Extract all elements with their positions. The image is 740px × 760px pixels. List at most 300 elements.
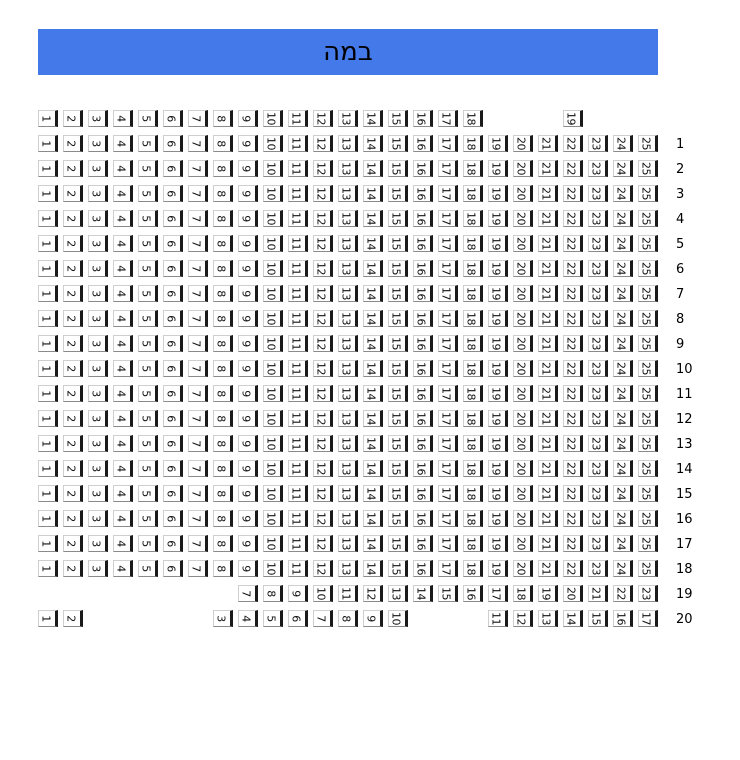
seat[interactable]: [463, 560, 483, 577]
seat[interactable]: [63, 410, 83, 427]
seat[interactable]: [363, 535, 383, 552]
seat[interactable]: [113, 185, 133, 202]
seat[interactable]: [388, 210, 408, 227]
seat[interactable]: [88, 360, 108, 377]
seat[interactable]: [38, 385, 58, 402]
seat[interactable]: [363, 460, 383, 477]
seat[interactable]: [38, 410, 58, 427]
seat[interactable]: [238, 510, 258, 527]
seat[interactable]: [238, 360, 258, 377]
seat[interactable]: [363, 160, 383, 177]
seat[interactable]: [588, 135, 608, 152]
seat[interactable]: [438, 285, 458, 302]
seat[interactable]: [263, 385, 283, 402]
seat[interactable]: [163, 485, 183, 502]
seat[interactable]: [363, 210, 383, 227]
seat[interactable]: [413, 360, 433, 377]
seat[interactable]: [613, 235, 633, 252]
seat[interactable]: [538, 410, 558, 427]
seat[interactable]: [138, 360, 158, 377]
seat[interactable]: [38, 285, 58, 302]
seat[interactable]: [638, 285, 658, 302]
seat[interactable]: [213, 460, 233, 477]
seat[interactable]: [588, 160, 608, 177]
seat[interactable]: [88, 385, 108, 402]
seat[interactable]: [338, 535, 358, 552]
seat[interactable]: [338, 135, 358, 152]
seat[interactable]: [363, 385, 383, 402]
seat[interactable]: [88, 210, 108, 227]
seat[interactable]: [238, 210, 258, 227]
seat[interactable]: [588, 585, 608, 602]
seat[interactable]: [88, 485, 108, 502]
seat[interactable]: [113, 335, 133, 352]
seat[interactable]: [438, 310, 458, 327]
seat[interactable]: [513, 385, 533, 402]
seat[interactable]: [88, 110, 108, 127]
seat[interactable]: [538, 160, 558, 177]
seat[interactable]: [388, 510, 408, 527]
seat[interactable]: [538, 285, 558, 302]
seat[interactable]: [563, 535, 583, 552]
seat[interactable]: [588, 360, 608, 377]
seat[interactable]: [513, 285, 533, 302]
seat[interactable]: [38, 260, 58, 277]
seat[interactable]: [588, 560, 608, 577]
seat[interactable]: [288, 435, 308, 452]
seat[interactable]: [213, 510, 233, 527]
seat[interactable]: [188, 235, 208, 252]
seat[interactable]: [513, 460, 533, 477]
seat[interactable]: [88, 135, 108, 152]
seat[interactable]: [113, 385, 133, 402]
seat[interactable]: [188, 310, 208, 327]
seat[interactable]: [188, 335, 208, 352]
seat[interactable]: [513, 335, 533, 352]
seat[interactable]: [613, 460, 633, 477]
seat[interactable]: [238, 610, 258, 627]
seat[interactable]: [613, 135, 633, 152]
seat[interactable]: [188, 460, 208, 477]
seat[interactable]: [338, 610, 358, 627]
seat[interactable]: [138, 560, 158, 577]
seat[interactable]: [338, 485, 358, 502]
seat[interactable]: [413, 160, 433, 177]
seat[interactable]: [513, 610, 533, 627]
seat[interactable]: [38, 360, 58, 377]
seat[interactable]: [138, 160, 158, 177]
seat[interactable]: [413, 510, 433, 527]
seat[interactable]: [438, 585, 458, 602]
seat[interactable]: [238, 310, 258, 327]
seat[interactable]: [338, 260, 358, 277]
seat[interactable]: [63, 185, 83, 202]
seat[interactable]: [263, 535, 283, 552]
seat[interactable]: [638, 535, 658, 552]
seat[interactable]: [613, 360, 633, 377]
seat[interactable]: [563, 210, 583, 227]
seat[interactable]: [38, 210, 58, 227]
seat[interactable]: [63, 560, 83, 577]
seat[interactable]: [363, 235, 383, 252]
seat[interactable]: [488, 585, 508, 602]
seat[interactable]: [138, 435, 158, 452]
seat[interactable]: [313, 535, 333, 552]
seat[interactable]: [388, 610, 408, 627]
seat[interactable]: [513, 510, 533, 527]
seat[interactable]: [563, 235, 583, 252]
seat[interactable]: [213, 360, 233, 377]
seat[interactable]: [463, 460, 483, 477]
seat[interactable]: [563, 360, 583, 377]
seat[interactable]: [288, 210, 308, 227]
seat[interactable]: [63, 160, 83, 177]
seat[interactable]: [338, 110, 358, 127]
seat[interactable]: [163, 235, 183, 252]
seat[interactable]: [313, 335, 333, 352]
seat[interactable]: [538, 535, 558, 552]
seat[interactable]: [188, 535, 208, 552]
seat[interactable]: [488, 385, 508, 402]
seat[interactable]: [188, 110, 208, 127]
seat[interactable]: [88, 160, 108, 177]
seat[interactable]: [238, 235, 258, 252]
seat[interactable]: [138, 385, 158, 402]
seat[interactable]: [363, 110, 383, 127]
seat[interactable]: [213, 485, 233, 502]
seat[interactable]: [363, 335, 383, 352]
seat[interactable]: [588, 235, 608, 252]
seat[interactable]: [263, 135, 283, 152]
seat[interactable]: [138, 510, 158, 527]
seat[interactable]: [113, 510, 133, 527]
seat[interactable]: [288, 560, 308, 577]
seat[interactable]: [363, 410, 383, 427]
seat[interactable]: [188, 410, 208, 427]
seat[interactable]: [438, 360, 458, 377]
seat[interactable]: [438, 510, 458, 527]
seat[interactable]: [463, 310, 483, 327]
seat[interactable]: [188, 135, 208, 152]
seat[interactable]: [113, 110, 133, 127]
seat[interactable]: [613, 435, 633, 452]
seat[interactable]: [263, 410, 283, 427]
seat[interactable]: [138, 210, 158, 227]
seat[interactable]: [38, 310, 58, 327]
seat[interactable]: [238, 185, 258, 202]
seat[interactable]: [613, 335, 633, 352]
seat[interactable]: [63, 310, 83, 327]
seat[interactable]: [363, 285, 383, 302]
seat[interactable]: [213, 260, 233, 277]
seat[interactable]: [538, 210, 558, 227]
seat[interactable]: [388, 435, 408, 452]
seat[interactable]: [263, 310, 283, 327]
seat[interactable]: [163, 385, 183, 402]
seat[interactable]: [63, 110, 83, 127]
seat[interactable]: [488, 435, 508, 452]
seat[interactable]: [463, 435, 483, 452]
seat[interactable]: [263, 210, 283, 227]
seat[interactable]: [88, 235, 108, 252]
seat[interactable]: [188, 510, 208, 527]
seat[interactable]: [538, 235, 558, 252]
seat[interactable]: [263, 585, 283, 602]
seat[interactable]: [88, 260, 108, 277]
seat[interactable]: [363, 260, 383, 277]
seat[interactable]: [288, 410, 308, 427]
seat[interactable]: [638, 335, 658, 352]
seat[interactable]: [413, 460, 433, 477]
seat[interactable]: [613, 385, 633, 402]
seat[interactable]: [613, 560, 633, 577]
seat[interactable]: [363, 585, 383, 602]
seat[interactable]: [38, 485, 58, 502]
seat[interactable]: [438, 110, 458, 127]
seat[interactable]: [388, 160, 408, 177]
seat[interactable]: [463, 535, 483, 552]
seat[interactable]: [638, 135, 658, 152]
seat[interactable]: [313, 185, 333, 202]
seat[interactable]: [63, 485, 83, 502]
seat[interactable]: [388, 385, 408, 402]
seat[interactable]: [563, 110, 583, 127]
seat[interactable]: [638, 585, 658, 602]
seat[interactable]: [413, 535, 433, 552]
seat[interactable]: [213, 410, 233, 427]
seat[interactable]: [388, 310, 408, 327]
seat[interactable]: [638, 560, 658, 577]
seat[interactable]: [313, 560, 333, 577]
seat[interactable]: [338, 560, 358, 577]
seat[interactable]: [638, 410, 658, 427]
seat[interactable]: [38, 335, 58, 352]
seat[interactable]: [238, 410, 258, 427]
seat[interactable]: [538, 385, 558, 402]
seat[interactable]: [363, 360, 383, 377]
seat[interactable]: [563, 285, 583, 302]
seat[interactable]: [638, 485, 658, 502]
seat[interactable]: [213, 285, 233, 302]
seat[interactable]: [338, 410, 358, 427]
seat[interactable]: [438, 185, 458, 202]
seat[interactable]: [638, 235, 658, 252]
seat[interactable]: [513, 560, 533, 577]
seat[interactable]: [438, 560, 458, 577]
seat[interactable]: [363, 185, 383, 202]
seat[interactable]: [463, 260, 483, 277]
seat[interactable]: [463, 510, 483, 527]
seat[interactable]: [563, 485, 583, 502]
seat[interactable]: [63, 610, 83, 627]
seat[interactable]: [613, 585, 633, 602]
seat[interactable]: [413, 235, 433, 252]
seat[interactable]: [463, 110, 483, 127]
seat[interactable]: [313, 510, 333, 527]
seat[interactable]: [238, 110, 258, 127]
seat[interactable]: [238, 535, 258, 552]
seat[interactable]: [588, 460, 608, 477]
seat[interactable]: [563, 610, 583, 627]
seat[interactable]: [438, 410, 458, 427]
seat[interactable]: [113, 135, 133, 152]
seat[interactable]: [588, 285, 608, 302]
seat[interactable]: [638, 210, 658, 227]
seat[interactable]: [138, 135, 158, 152]
seat[interactable]: [463, 160, 483, 177]
seat[interactable]: [613, 535, 633, 552]
seat[interactable]: [113, 460, 133, 477]
seat[interactable]: [588, 260, 608, 277]
seat[interactable]: [338, 385, 358, 402]
seat[interactable]: [138, 310, 158, 327]
seat[interactable]: [213, 535, 233, 552]
seat[interactable]: [463, 210, 483, 227]
seat[interactable]: [238, 385, 258, 402]
seat[interactable]: [438, 235, 458, 252]
seat[interactable]: [613, 210, 633, 227]
seat[interactable]: [263, 460, 283, 477]
seat[interactable]: [563, 160, 583, 177]
seat[interactable]: [313, 410, 333, 427]
seat[interactable]: [238, 160, 258, 177]
seat[interactable]: [263, 285, 283, 302]
seat[interactable]: [188, 560, 208, 577]
seat[interactable]: [438, 485, 458, 502]
seat[interactable]: [438, 210, 458, 227]
seat[interactable]: [213, 235, 233, 252]
seat[interactable]: [463, 385, 483, 402]
seat[interactable]: [38, 610, 58, 627]
seat[interactable]: [613, 410, 633, 427]
seat[interactable]: [538, 185, 558, 202]
seat[interactable]: [463, 360, 483, 377]
seat[interactable]: [463, 485, 483, 502]
seat[interactable]: [488, 310, 508, 327]
seat[interactable]: [463, 585, 483, 602]
seat[interactable]: [513, 235, 533, 252]
seat[interactable]: [538, 135, 558, 152]
seat[interactable]: [413, 410, 433, 427]
seat[interactable]: [638, 260, 658, 277]
seat[interactable]: [288, 510, 308, 527]
seat[interactable]: [413, 210, 433, 227]
seat[interactable]: [113, 435, 133, 452]
seat[interactable]: [338, 235, 358, 252]
seat[interactable]: [513, 160, 533, 177]
seat[interactable]: [163, 310, 183, 327]
seat[interactable]: [413, 485, 433, 502]
seat[interactable]: [388, 585, 408, 602]
seat[interactable]: [288, 585, 308, 602]
seat[interactable]: [113, 410, 133, 427]
seat[interactable]: [163, 460, 183, 477]
seat[interactable]: [163, 160, 183, 177]
seat[interactable]: [213, 160, 233, 177]
seat[interactable]: [513, 485, 533, 502]
seat[interactable]: [413, 560, 433, 577]
seat[interactable]: [563, 335, 583, 352]
seat[interactable]: [138, 260, 158, 277]
seat[interactable]: [438, 435, 458, 452]
seat[interactable]: [238, 260, 258, 277]
seat[interactable]: [463, 235, 483, 252]
seat[interactable]: [38, 235, 58, 252]
seat[interactable]: [363, 610, 383, 627]
seat[interactable]: [513, 435, 533, 452]
seat[interactable]: [113, 260, 133, 277]
seat[interactable]: [188, 285, 208, 302]
seat[interactable]: [188, 185, 208, 202]
seat[interactable]: [213, 610, 233, 627]
seat[interactable]: [88, 185, 108, 202]
seat[interactable]: [488, 410, 508, 427]
seat[interactable]: [513, 310, 533, 327]
seat[interactable]: [488, 235, 508, 252]
seat[interactable]: [163, 335, 183, 352]
seat[interactable]: [38, 510, 58, 527]
seat[interactable]: [338, 585, 358, 602]
seat[interactable]: [538, 585, 558, 602]
seat[interactable]: [313, 610, 333, 627]
seat[interactable]: [113, 285, 133, 302]
seat[interactable]: [288, 360, 308, 377]
seat[interactable]: [113, 485, 133, 502]
seat[interactable]: [313, 260, 333, 277]
seat[interactable]: [488, 610, 508, 627]
seat[interactable]: [438, 260, 458, 277]
seat[interactable]: [413, 285, 433, 302]
seat[interactable]: [563, 385, 583, 402]
seat[interactable]: [263, 260, 283, 277]
seat[interactable]: [388, 560, 408, 577]
seat[interactable]: [213, 110, 233, 127]
seat[interactable]: [113, 535, 133, 552]
seat[interactable]: [263, 110, 283, 127]
seat[interactable]: [313, 485, 333, 502]
seat[interactable]: [538, 310, 558, 327]
seat[interactable]: [313, 110, 333, 127]
seat[interactable]: [313, 435, 333, 452]
seat[interactable]: [138, 110, 158, 127]
seat[interactable]: [613, 485, 633, 502]
seat[interactable]: [288, 185, 308, 202]
seat[interactable]: [288, 285, 308, 302]
seat[interactable]: [488, 210, 508, 227]
seat[interactable]: [138, 235, 158, 252]
seat[interactable]: [538, 510, 558, 527]
seat[interactable]: [263, 435, 283, 452]
seat[interactable]: [288, 235, 308, 252]
seat[interactable]: [88, 335, 108, 352]
seat[interactable]: [538, 335, 558, 352]
seat[interactable]: [513, 210, 533, 227]
seat[interactable]: [213, 135, 233, 152]
seat[interactable]: [438, 335, 458, 352]
seat[interactable]: [413, 185, 433, 202]
seat[interactable]: [563, 560, 583, 577]
seat[interactable]: [438, 160, 458, 177]
seat[interactable]: [163, 135, 183, 152]
seat[interactable]: [388, 535, 408, 552]
seat[interactable]: [263, 185, 283, 202]
seat[interactable]: [413, 260, 433, 277]
seat[interactable]: [63, 235, 83, 252]
seat[interactable]: [288, 485, 308, 502]
seat[interactable]: [113, 210, 133, 227]
seat[interactable]: [88, 460, 108, 477]
seat[interactable]: [513, 185, 533, 202]
